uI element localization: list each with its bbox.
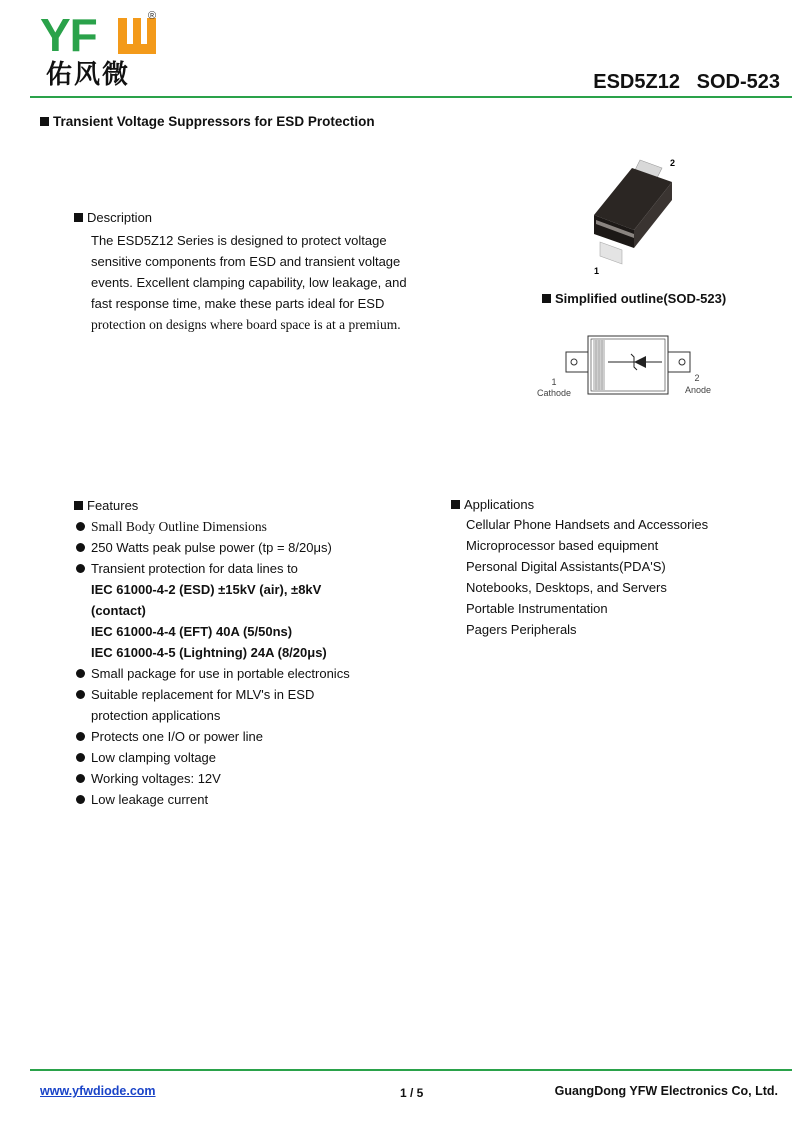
description-heading: Description [74, 210, 152, 226]
list-item-continuation: protection applications [91, 708, 221, 723]
applications-list [466, 514, 708, 640]
bullet-icon [76, 522, 85, 531]
list-item: Pagers Peripherals [466, 622, 577, 637]
square-bullet-icon [542, 294, 551, 303]
list-subitem: IEC 61000-4-4 (EFT) 40A (5/50ns) [91, 624, 293, 639]
company-name: GuangDong YFW Electronics Co, Ltd. [554, 1084, 778, 1098]
page-number: 1 / 5 [400, 1086, 424, 1100]
logo-w-mark [115, 16, 159, 56]
list-item: 250 Watts peak pulse power (tp = 8/20μs) [76, 537, 436, 558]
list-subitem: (contact) [91, 603, 146, 618]
description-line: protection on designs where board space is at a premium. [91, 317, 401, 332]
document-title [593, 70, 780, 94]
anode-label: Anode [684, 385, 712, 395]
description-line: events. Excellent clamping capability, low leakage, and [91, 275, 407, 290]
list-item: Microprocessor based equipment [466, 538, 659, 553]
description-line: fast response time, make these parts ideal for ESD [91, 296, 385, 311]
bullet-icon [76, 732, 85, 741]
bullet-icon [76, 543, 85, 552]
pin1-number: 1 [594, 266, 600, 276]
square-bullet-icon [74, 501, 83, 510]
bullet-icon [76, 564, 85, 573]
list-subitem: IEC 61000-4-5 (Lightning) 24A (8/20μs) [91, 645, 327, 660]
outline-drawing [530, 330, 720, 410]
bullet-icon [76, 669, 85, 678]
list-item: Low clamping voltage [76, 747, 436, 768]
outline-schematic [530, 330, 720, 410]
footer-rule [30, 1069, 792, 1071]
square-bullet-icon [74, 213, 83, 222]
square-bullet-icon [451, 500, 460, 509]
applications-heading: Applications [451, 497, 534, 513]
logo-latin: YF [40, 9, 97, 61]
list-subitem: IEC 61000-4-2 (ESD) ±15kV (air), ±8kV [91, 582, 322, 597]
list-item: Transient protection for data lines to [76, 558, 436, 579]
description-line: sensitive components from ESD and transient voltage [91, 254, 401, 269]
website-link[interactable]: www.yfwdiode.com [40, 1084, 156, 1098]
bullet-icon [76, 690, 85, 699]
bullet-icon [76, 795, 85, 804]
header-rule [30, 96, 792, 98]
description-text [91, 230, 421, 335]
sod523-package-image [570, 150, 690, 280]
list-item: Notebooks, Desktops, and Servers [466, 580, 667, 595]
company-logo [40, 10, 180, 92]
section-title: Transient Voltage Suppressors for ESD Protection [40, 114, 375, 130]
part-number: ESD5Z12 [593, 71, 680, 93]
list-item: Cellular Phone Handsets and Accessories [466, 517, 709, 532]
pin2-number-label: 2 [694, 373, 700, 383]
description-line: The ESD5Z12 Series is designed to protect voltage [91, 233, 387, 248]
cathode-label: Cathode [536, 388, 572, 398]
list-item: Small package for use in portable electronics [76, 663, 436, 684]
list-item: Low leakage current [76, 789, 436, 810]
registered-mark: ® [148, 10, 157, 22]
features-heading: Features [74, 498, 138, 514]
bullet-icon [76, 753, 85, 762]
list-item: Protects one I/O or power line [76, 726, 436, 747]
package-name: SOD-523 [696, 71, 780, 93]
list-item: Working voltages: 12V [76, 768, 436, 789]
square-bullet-icon [40, 117, 49, 126]
pin2-number: 2 [670, 158, 676, 168]
bullet-icon [76, 774, 85, 783]
list-item: Small Body Outline Dimensions [76, 516, 436, 537]
list-item: Personal Digital Assistants(PDA'S) [466, 559, 666, 574]
outline-title: Simplified outline(SOD-523) [542, 291, 726, 307]
list-item: Portable Instrumentation [466, 601, 608, 616]
pin1-number-label: 1 [551, 377, 557, 387]
logo-chinese: 佑风微 [46, 60, 131, 90]
list-item: Suitable replacement for MLV's in ESD [76, 684, 436, 705]
features-list [76, 516, 436, 810]
